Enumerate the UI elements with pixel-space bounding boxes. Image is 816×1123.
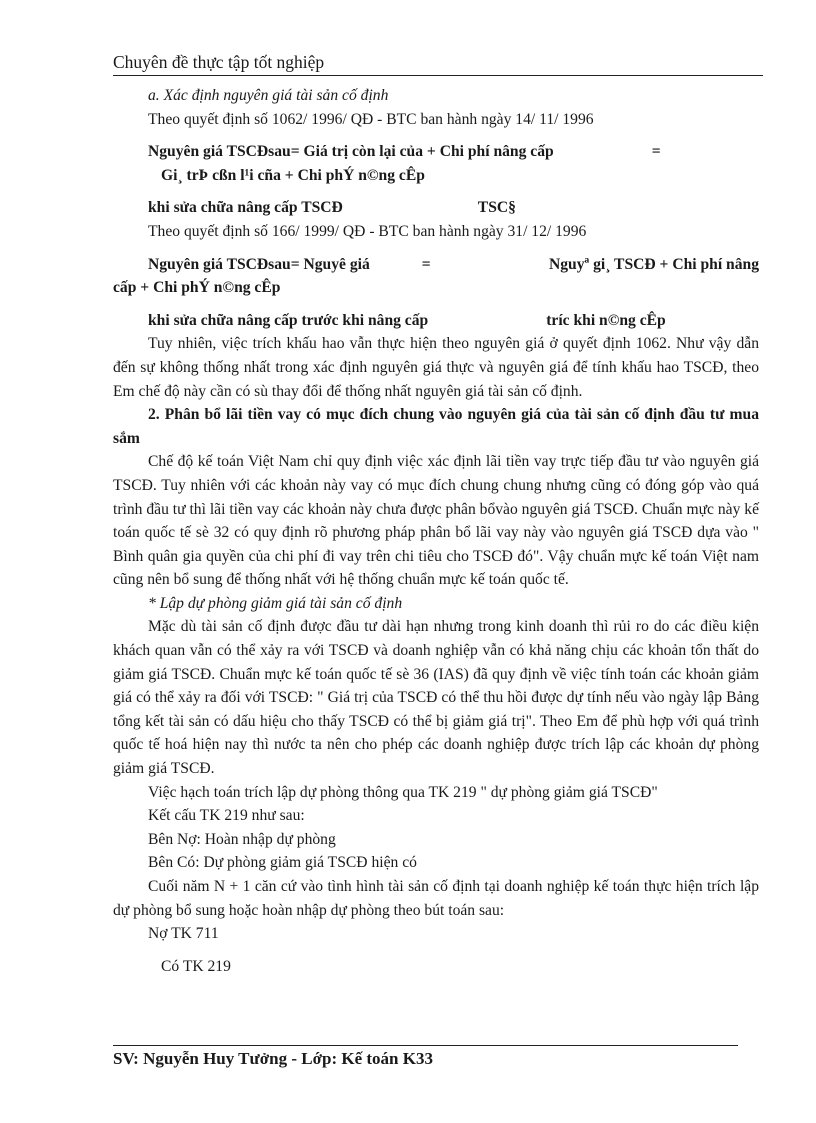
formula-2-note: khi sửa chữa nâng cấp trước khi nâng cấp [148,311,429,329]
header-divider [113,75,763,76]
section-heading-provision: * Lập dự phòng giảm giá tài sản cố định [148,594,403,612]
page-footer: SV: Nguyễn Huy Tưởng - Lớp: Kế toán K33 [113,1049,433,1068]
formula-2-equals: = [421,255,431,273]
formula-2-line-2: cấp + Chi phÝ n©ng cÊp [113,279,281,297]
section-heading-a: a. Xác định nguyên giá tài sản cố định [148,87,389,104]
decision-1062-line: Theo quyết định số 1062/ 1996/ QĐ - BTC ban hành ngày 14/ 11/ 1996 [148,110,594,128]
formula-1-note: khi sửa chữa nâng cấp TSCĐ [148,199,343,217]
page-header: Chuyên đề thực tập tốt nghiệp [113,52,325,72]
formula-2-lhs: Nguyên giá TSCĐsau= Nguyê giá [148,255,370,273]
formula-1-line-2: Gi¸ trÞ cßn l¹i cña + Chi phÝ n©ng cÊp [161,166,425,184]
formula-2-before-upgrade: tríc khi n©ng cÊp [546,311,666,329]
formula-1-line-1 [113,140,759,164]
formula-1-equals: = [651,143,661,161]
formula-2-line-1 [113,253,759,277]
credit-side-line: Bên Có: Dự phòng giảm giá TSCĐ hiện có [148,854,417,872]
document-body [113,84,759,978]
account-219-line: Việc hạch toán trích lập dự phòng thông qua TK 219 " dự phòng giảm giá TSCĐ" [148,783,658,801]
journal-credit-line: Có TK 219 [161,957,231,975]
paragraph-year-end: Cuối năm N + 1 căn cứ vào tình hình tài sản cố định tại doanh nghiệp kế toán thực hiện trích lập dự phòng bổ sung hoặc hoàn nhập dự phòng theo bút toán sau: [113,878,759,919]
account-structure-line: Kết cấu TK 219 như sau: [148,807,305,825]
formula-2-rhs: Nguyª gi¸ TSCĐ + Chi phí nâng [549,255,759,273]
paragraph-provision: Mặc dù tài sản cố định được đầu tư dài hạn nhưng trong kinh doanh thì rủi ro do các điều kiện khách quan vẫn có thể xảy ra với TSCĐ và doanh nghiệp vẫn có khả năng chịu các khoản tổn thất do giảm giá TSCĐ. Chuẩn mực kế toán quốc tế sè 36 (IAS) đã quy định về việc tính toán các khoản giảm giá có thể xảy ra đối với TSCĐ: " Giá trị của TSCĐ có thể thu hồi được dự tính nếu vào ngày lập Bảng tổng kết tài sản có dấu hiệu cho thấy TSCĐ có thể bị giảm giá trị". Theo Em để phù hợp với quá trình quốc tế hoá hiện nay thì nước ta nên cho phép các doanh nghiệp được trích lập các khoản dự phòng giảm giá TSCĐ. [113,618,759,778]
debit-side-line: Bên Nợ: Hoàn nhập dự phòng [148,830,336,848]
journal-debit-line: Nợ TK 711 [148,925,219,943]
section-heading-2: 2. Phân bổ lãi tiền vay có mục đích chung vào nguyên giá của tài sản cố định đầu tư mua sắm [113,406,759,447]
formula-2-line-3 [113,309,759,333]
formula-1-lhs: Nguyên giá TSCĐsau= Giá trị còn lại của + Chi phí nâng cấp [148,143,554,161]
paragraph-interest-allocation: Chế độ kế toán Việt Nam chỉ quy định việc xác định lãi tiền vay trực tiếp đầu tư vào nguyên giá TSCĐ. Tuy nhiên với các khoản này vay có mục đích chung chung nhưng cũng có đóng góp vào quá trình đầu tư thì lãi tiền vay các khoản này chưa được phân bổvào nguyên giá TSCĐ. Chuẩn mực này kế toán quốc tế sè 32 có quy định rõ phương pháp phân bổ lãi vay này vào nguyên giá TSCĐ dựa vào " Bình quân gia quyền của chi phí đi vay trên chi tiêu cho TSCĐ đó". Vậy chuẩn mực kế toán Việt nam cũng nên bổ sung để thống nhất với hệ thống chuẩn mực kế toán quốc tế. [113,453,759,589]
footer-divider [113,1045,738,1046]
formula-1-tscd: TSC§ [477,199,516,217]
paragraph-depreciation: Tuy nhiên, việc trích khấu hao vẫn thực hiện theo nguyên giá ở quyết định 1062. Như vậy dẫn đến sự không thống nhất trong xác định nguyên giá thực và nguyên giá để tính khấu hao TSCĐ, theo Em chế độ này cần có sù thay đổi để thống nhất nguyên giá tài sản cố định. [113,335,759,400]
decision-166-line: Theo quyết định số 166/ 1999/ QĐ - BTC ban hành ngày 31/ 12/ 1996 [148,222,587,240]
formula-1-line-3 [113,196,759,220]
